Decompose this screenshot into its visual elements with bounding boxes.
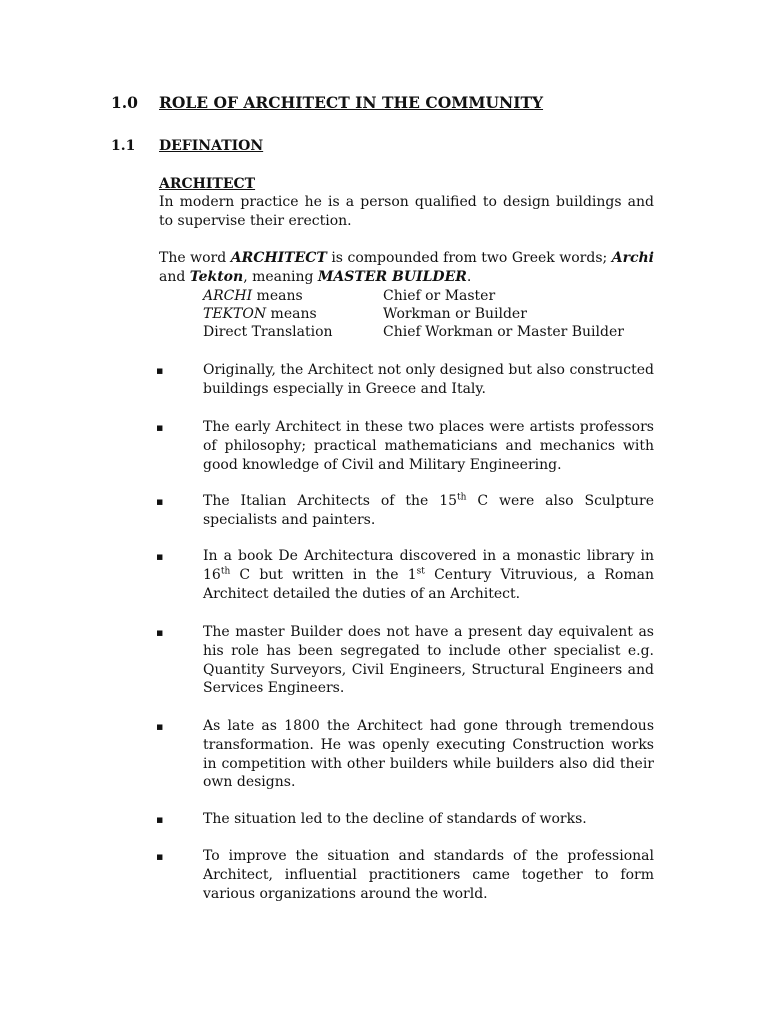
- definition-row: [0, 287, 768, 306]
- definition-term-word: ARCHI: [203, 288, 253, 304]
- etymology-meaning: MASTER BUILDER: [317, 268, 467, 285]
- definition-term: [203, 323, 333, 342]
- superscript: th: [457, 492, 467, 503]
- greek-word-archi: Archi: [611, 250, 654, 266]
- bullet-icon: ▪: [156, 495, 164, 508]
- bullet-icon: ▪: [156, 813, 164, 826]
- page-title: ROLE OF ARCHITECT IN THE COMMUNITY: [159, 93, 544, 112]
- bullet-icon: ▪: [156, 720, 164, 733]
- architect-title: ARCHITECT: [159, 176, 256, 192]
- definition-term-word: TEKTON: [203, 306, 267, 322]
- bullet-item: The early Architect in these two places were artists professors of philosophy; practical mathematicians and mechanics with good knowledge of Civil and Military Engineering.: [203, 419, 654, 473]
- superscript: st: [416, 566, 425, 577]
- bullet-text-part: The Italian Architects of the 15: [203, 493, 458, 509]
- etymology-text-5: .: [466, 268, 472, 285]
- etymology-text-4: , meaning: [243, 268, 318, 285]
- subsection-number: 1.1: [111, 138, 136, 154]
- bullet-icon: ▪: [156, 421, 164, 434]
- bullet-item: The situation led to the decline of standards of works.: [203, 811, 587, 827]
- bullet-item: The master Builder does not have a present day equivalent as his role has been segregated to include other specialist e.g. Quantity Surveyors, Civil Engineers, Structural Engineers and Services Engineers.: [203, 624, 654, 697]
- architect-definition: In modern practice he is a person qualified to design buildings and to supervise their erection.: [159, 194, 654, 229]
- bullet-item: To improve the situation and standards of the professional Architect, influential practitioners came together to form various organizations around the world.: [203, 848, 654, 902]
- bullet-item: Originally, the Architect not only designed but also constructed buildings especially in Greece and Italy.: [203, 362, 654, 397]
- definition-row: [0, 323, 768, 342]
- etymology-term: ARCHITECT: [230, 250, 327, 266]
- etymology-text-1: The word: [159, 250, 231, 266]
- definition-meaning: Workman or Builder: [383, 306, 527, 322]
- etymology-text-2: is compounded from two Greek words;: [326, 250, 612, 266]
- definition-meaning: Chief Workman or Master Builder: [383, 324, 624, 340]
- definition-term: [203, 305, 317, 324]
- definition-meaning: Chief or Master: [383, 288, 496, 304]
- bullet-item: As late as 1800 the Architect had gone through tremendous transformation. He was openly executing Construction works in competition with other builders while builders also did their own designs.: [203, 718, 654, 791]
- bullet-item: [203, 492, 654, 530]
- bullet-text-part: In a book De Architectura discovered in a monastic library in 16: [203, 548, 654, 583]
- definition-term-suffix: means: [266, 306, 317, 322]
- definition-row: [0, 305, 768, 324]
- greek-word-tekton: Tekton: [189, 268, 244, 285]
- bullet-item: [203, 547, 654, 603]
- etymology-paragraph: [159, 249, 654, 287]
- bullet-icon: ▪: [156, 850, 164, 863]
- definition-term: [203, 287, 303, 306]
- bullet-text-part: Century Vitruvious, a Roman Architect detailed the duties of an Architect.: [203, 566, 654, 602]
- definition-term-suffix: Direct Translation: [203, 324, 333, 340]
- bullet-text-part: C were also Sculpture specialists and painters.: [203, 493, 654, 528]
- bullet-icon: ▪: [156, 550, 164, 563]
- bullet-text-part: C but written in the 1: [230, 566, 417, 583]
- bullet-icon: ▪: [156, 626, 164, 639]
- subsection-title: DEFINATION: [159, 138, 264, 154]
- bullet-icon: ▪: [156, 364, 164, 377]
- definition-term-suffix: means: [252, 288, 303, 304]
- section-number: 1.0: [111, 93, 138, 112]
- superscript: th: [220, 566, 231, 577]
- etymology-text-3: and: [159, 268, 190, 285]
